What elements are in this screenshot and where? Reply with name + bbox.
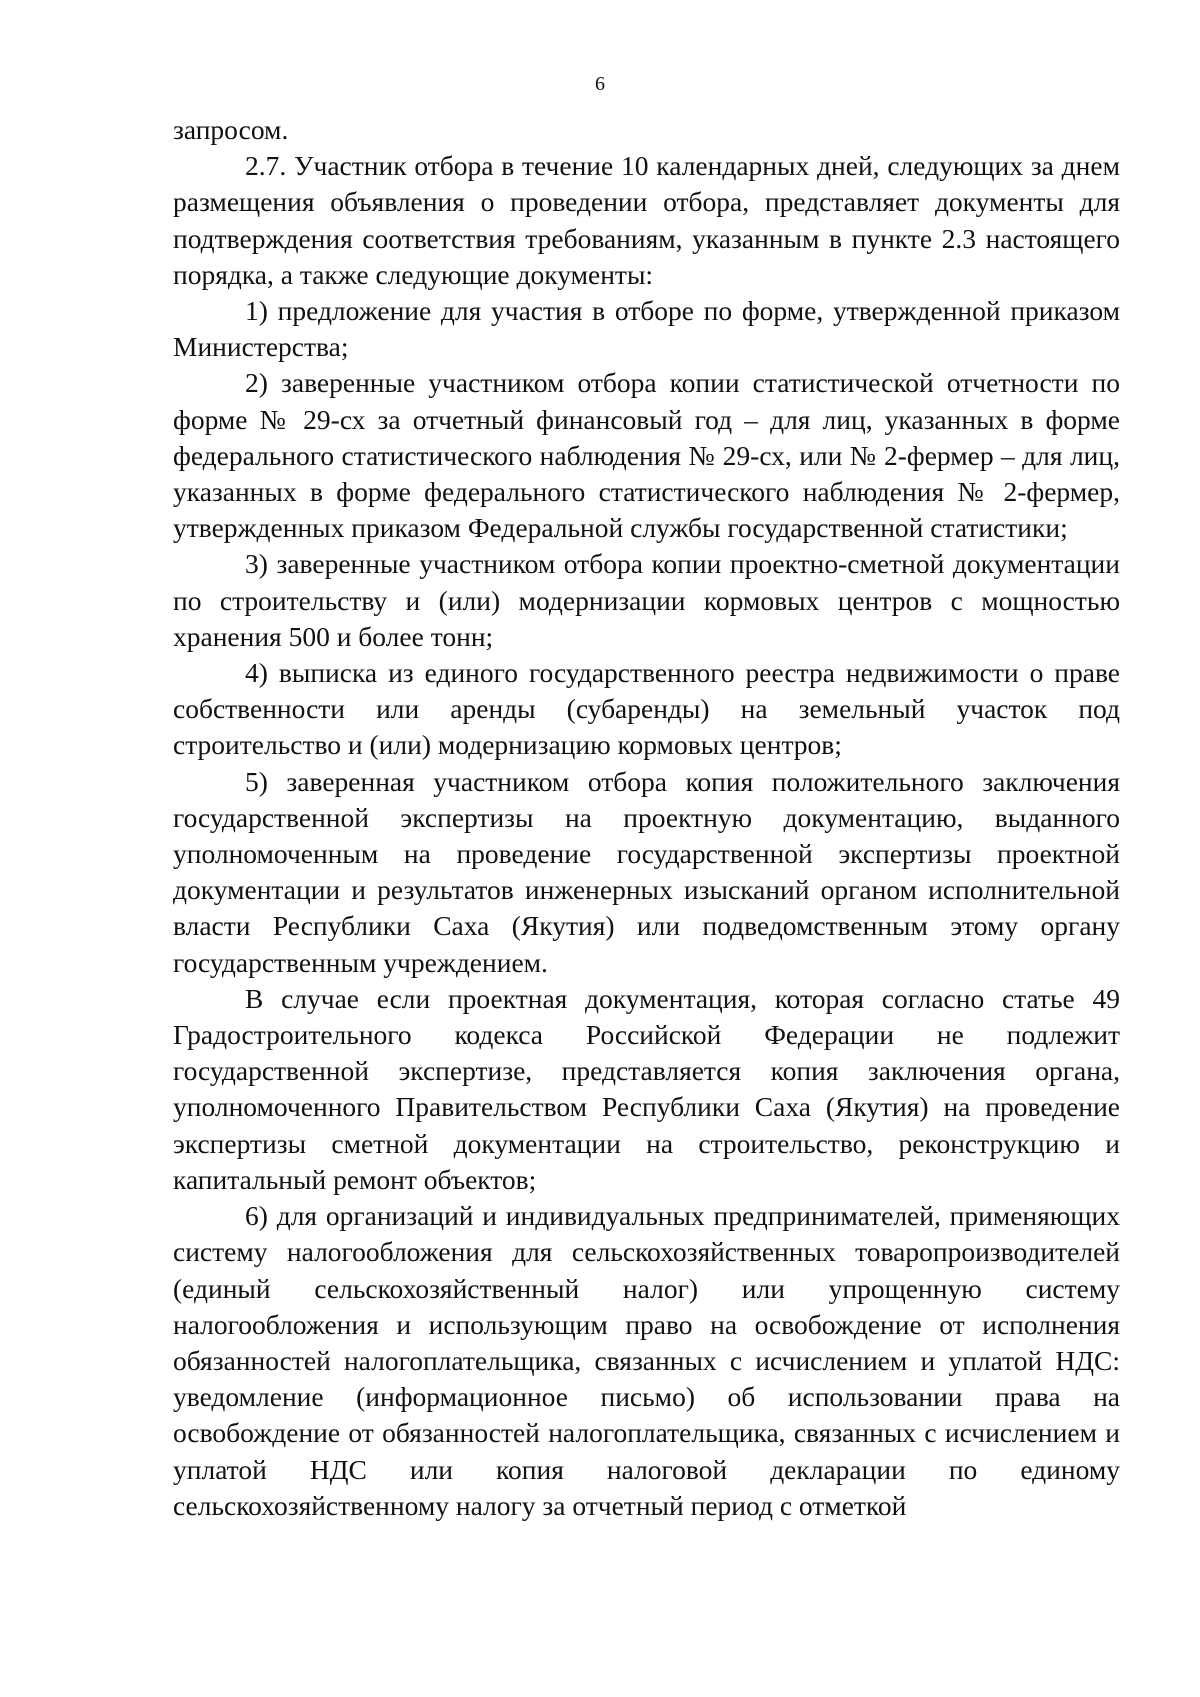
paragraph-2-7: 2.7. Участник отбора в течение 10 календарных дней, следующих за днем размещения объявления о проведении отбора, представляет документы для подтверждения соответствия требованиям, указанным в пункте 2.3 настоящего порядка, а также следующие документы: xyxy=(173,150,1120,290)
paragraph-item-3: 3) заверенные участником отбора копии проектно-сметной документации по строительству и (или) модернизации кормовых центров с мощностью хранения 500 и более тонн; xyxy=(173,548,1120,652)
paragraph-expertise-note: В случае если проектная документация, которая согласно статье 49 Градостроительного кодекса Российской Федерации не подлежит государственной экспертизе, представляется копия заключения органа, уполномоченного Правительством Республики Саха (Якутия) на проведение экспертизы сметной документации на строительство, реконструкцию и капитальный ремонт объектов; xyxy=(173,982,1120,1195)
paragraph-item-5: 5) заверенная участником отбора копия положительного заключения государственной экспертизы на проектную документацию, выданного уполномоченным на проведение государственной экспертизы проектной документации и результатов инженерных изысканий органом исполнительной власти Республики Саха (Якутия) или подведомственным этому органу государственным учреждением. xyxy=(173,765,1120,978)
document-body xyxy=(173,112,1120,1524)
paragraph-item-2: 2) заверенные участником отбора копии статистической отчетности по форме № 29-сх за отчетный финансовый год – для лиц, указанных в форме федерального статистического наблюдения № 29-сх, или № 2-фермер – для лиц, указанных в форме федерального статистического наблюдения № 2-фермер, утвержденных приказом Федеральной службы государственной статистики; xyxy=(173,367,1120,544)
paragraph-item-4: 4) выписка из единого государственного реестра недвижимости о праве собственности или аренды (субаренды) на земельный участок под строительство и (или) модернизацию кормовых центров; xyxy=(173,657,1120,761)
page-number: 6 xyxy=(595,73,605,95)
paragraph-item-6: 6) для организаций и индивидуальных предпринимателей, применяющих систему налогообложения для сельскохозяйственных товаропроизводителей (единый сельскохозяйственный налог) или упрощенную систему налогообложения и использующим право на освобождение от исполнения обязанностей налогоплательщика, связанных с исчислением и уплатой НДС: уведомление (информационное письмо) об использовании права на освобождение от обязанностей налогоплательщика, связанных с исчислением и уплатой НДС или копия налоговой декларации по единому сельскохозяйственному налогу за отчетный период с отметкой xyxy=(173,1200,1120,1521)
paragraph-continuation: запросом. xyxy=(173,114,289,145)
paragraph-item-1: 1) предложение для участия в отборе по форме, утвержденной приказом Министерства; xyxy=(173,295,1120,363)
